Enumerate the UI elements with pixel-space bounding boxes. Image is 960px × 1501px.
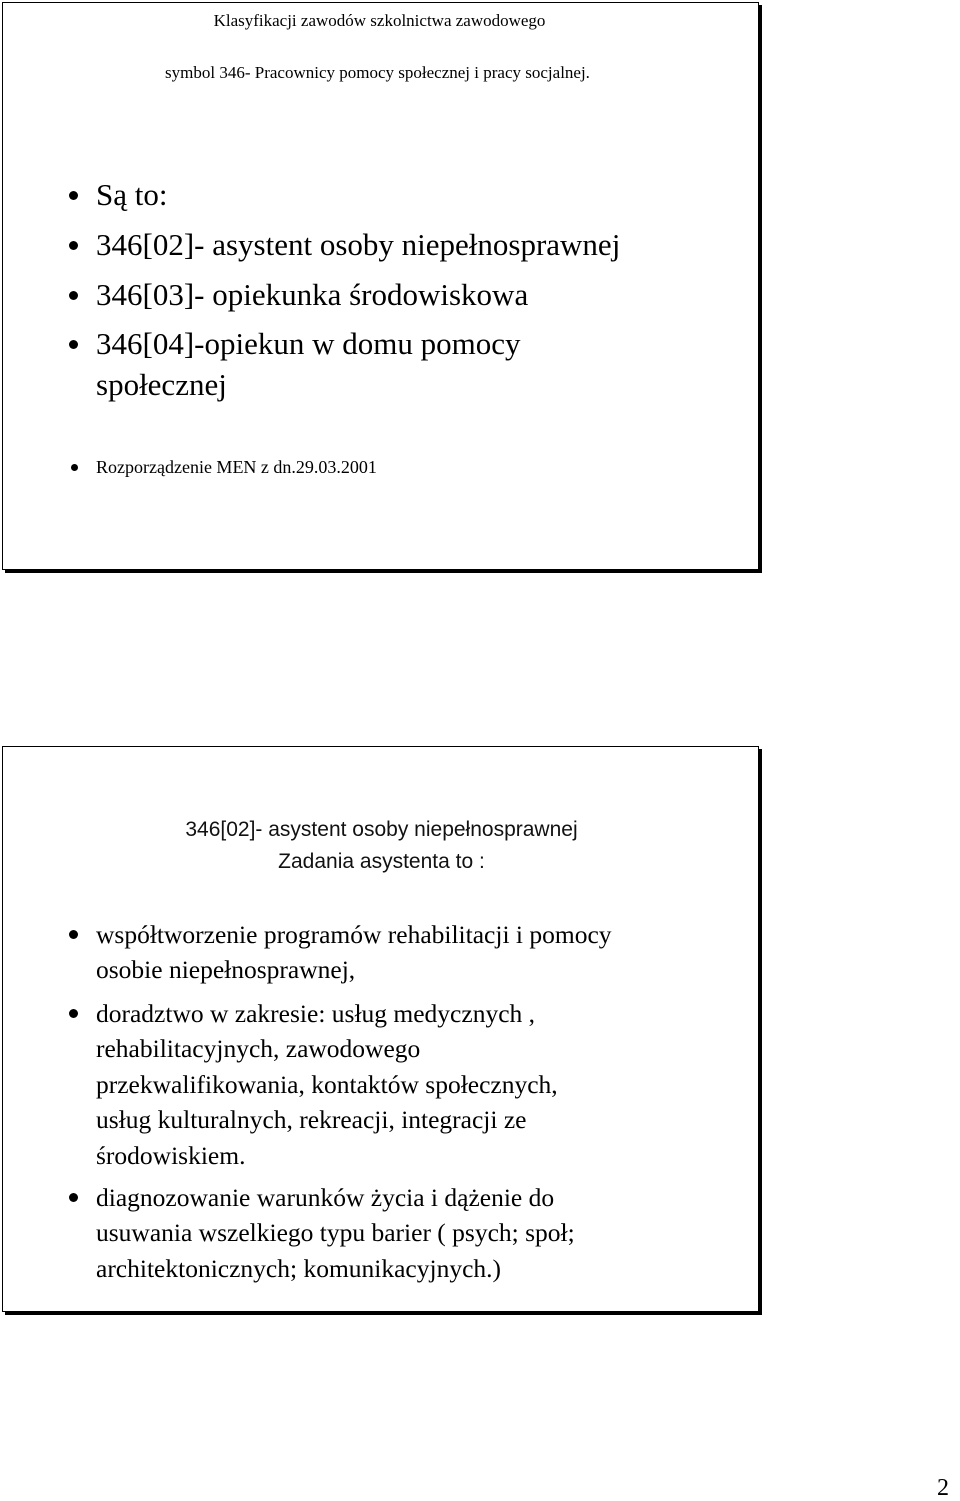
- bullet-dot-icon: [69, 241, 78, 250]
- slide-1-bullet-346-03: 346[03]- opiekunka środowiskowa: [96, 277, 529, 312]
- slide-1-bullet-intro: Są to:: [96, 177, 168, 212]
- slide-1-bullet-346-04-cont: społecznej: [96, 367, 227, 402]
- slide-1-header-line-1: Klasyfikacji zawodów szkolnictwa zawodowego: [213, 11, 546, 30]
- bullet-dot-icon: [69, 1009, 78, 1018]
- slide-1-bullet-346-04: 346[04]-opiekun w domu pomocy: [96, 326, 521, 361]
- slide-1-header-line-2: symbol 346- Pracownicy pomocy społecznej i pracy socjalnej.: [165, 63, 590, 82]
- slide-1: [2, 2, 759, 570]
- slide-2-bullet-3-line-1: diagnozowanie warunków życia i dążenie do: [96, 1183, 555, 1212]
- slide-2-bullet-2-line-1: doradztwo w zakresie: usług medycznych ,: [96, 999, 536, 1028]
- slide-1-bullet-346-02: 346[02]- asystent osoby niepełnosprawnej: [96, 227, 621, 262]
- slide-2-bullet-1-line-2: osobie niepełnosprawnej,: [96, 955, 356, 984]
- bullet-dot-icon: [69, 291, 78, 300]
- slide-2-bullet-3-line-2: usuwania wszelkiego typu barier ( psych; społ;: [96, 1218, 575, 1247]
- slide-2-bullet-2-line-3: przekwalifikowania, kontaktów społecznych,: [96, 1070, 558, 1099]
- slide-2-bullet-2-line-5: środowiskiem.: [96, 1141, 246, 1170]
- slide-2: [2, 746, 759, 1312]
- bullet-dot-icon: [69, 1193, 78, 1202]
- slide-2-heading-line-1: 346[02]- asystent osoby niepełnosprawnej: [185, 818, 578, 841]
- slide-2-bullet-2-line-4: usług kulturalnych, rekreacji, integracji ze: [96, 1105, 527, 1134]
- bullet-dot-icon: [69, 340, 78, 349]
- slide-2-bullet-2-line-2: rehabilitacyjnych, zawodowego: [96, 1034, 421, 1063]
- page-number: 2: [937, 1475, 949, 1501]
- bullet-dot-icon: [69, 191, 78, 200]
- slide-2-bullet-1-line-1: współtworzenie programów rehabilitacji i pomocy: [96, 920, 612, 949]
- slide-2-heading-line-2: Zadania asystenta to :: [278, 850, 485, 873]
- slide-1-regulation-note: Rozporządzenie MEN z dn.29.03.2001: [96, 457, 377, 477]
- slide-2-bullet-3-line-3: architektonicznych; komunikacyjnych.): [96, 1254, 502, 1283]
- bullet-dot-icon: [69, 930, 78, 939]
- bullet-dot-icon: [71, 464, 78, 471]
